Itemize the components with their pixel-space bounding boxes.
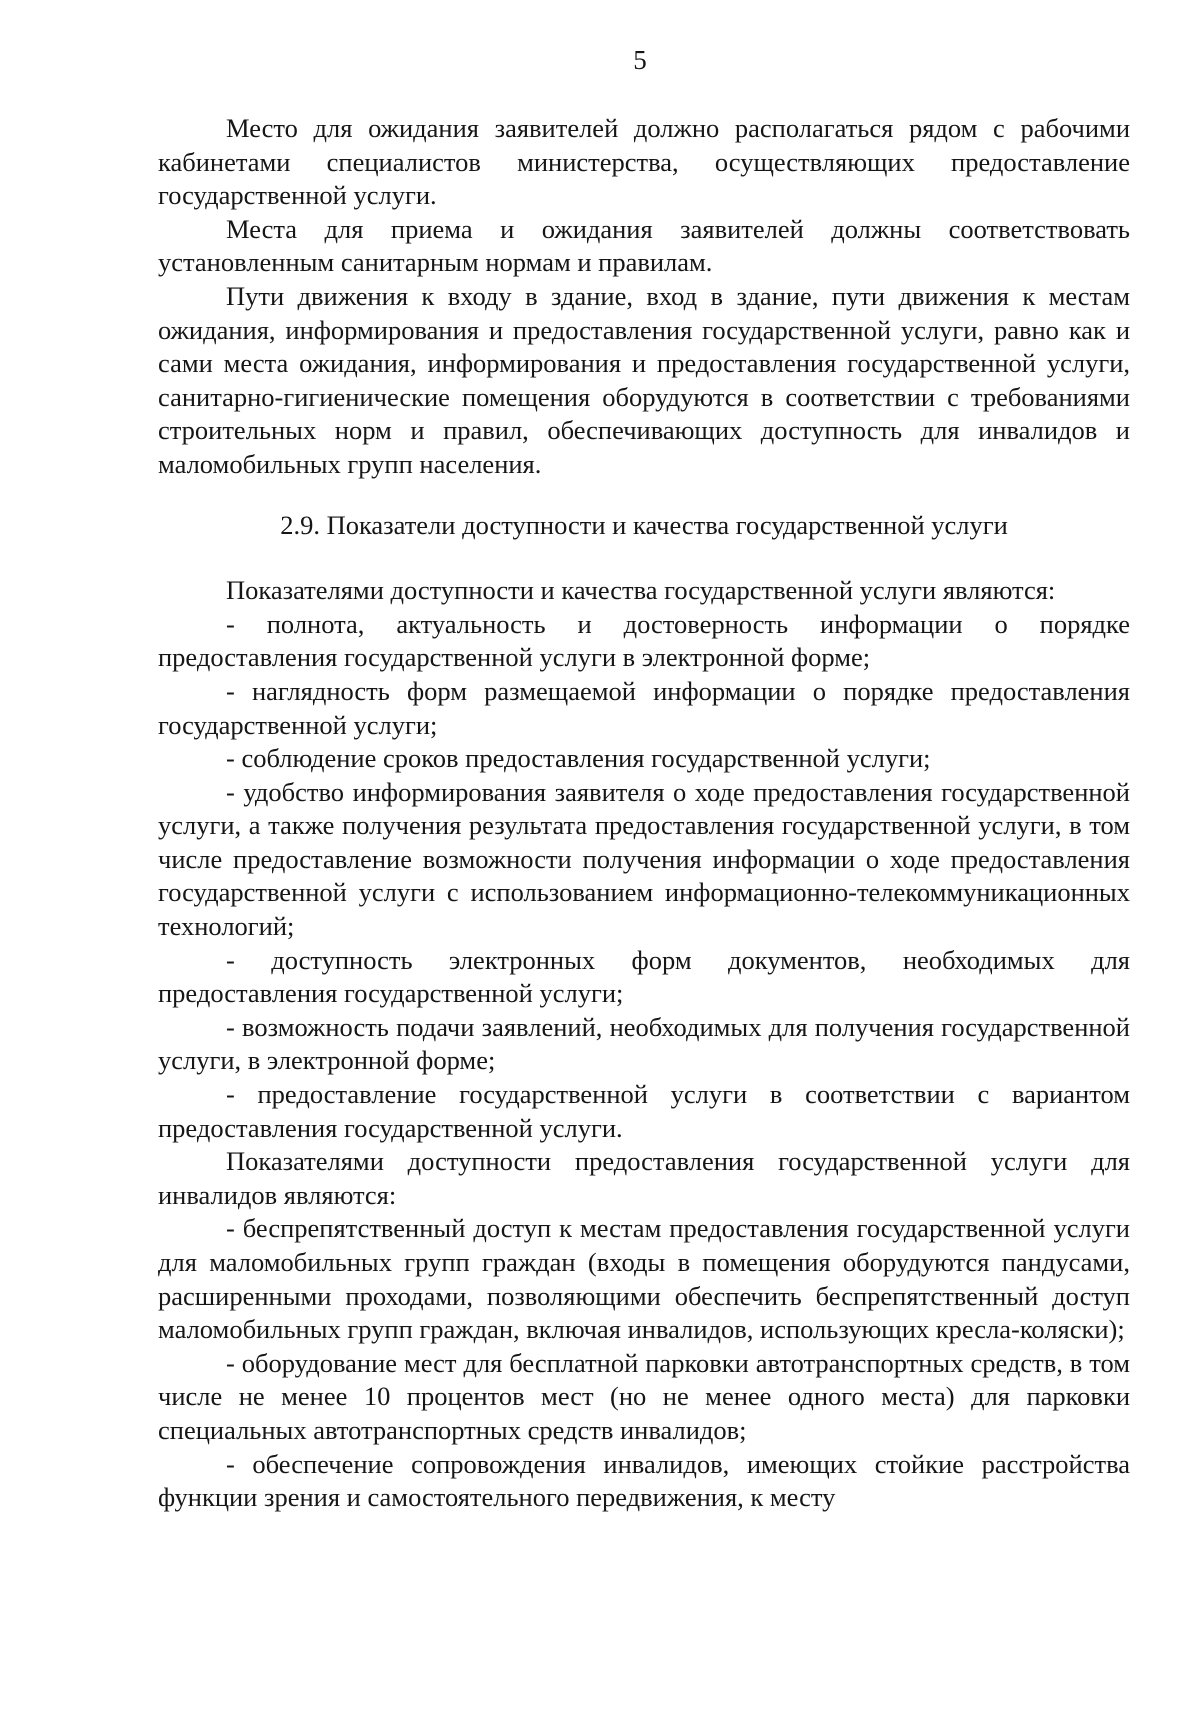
list-item-barrier-free-access: - беспрепятственный доступ к местам предоставления государственной услуги для маломобильных групп граждан (входы в помещения оборудуются пандусами, расширенными проходами, позволяющими обеспечить беспрепятственный доступ маломобильных групп граждан, включая инвалидов, использующих кресла-коляски);: [158, 1213, 1130, 1345]
paragraph-reception-places: Места для приема и ожидания заявителей должны соответствовать установленным санитарным нормам и правилам.: [158, 213, 1130, 278]
paragraph-indicators-intro: Показателями доступности и качества государственной услуги являются:: [226, 575, 1056, 606]
list-item-application-submission: - возможность подачи заявлений, необходимых для получения государственной услуги, в электронной форме;: [158, 1011, 1130, 1076]
list-item-service-variant: - предоставление государственной услуги в соответствии с вариантом предоставления государственной услуги.: [158, 1079, 1130, 1143]
list-item-deadlines: - соблюдение сроков предоставления государственной услуги;: [226, 743, 931, 774]
paragraph-disabled-indicators: Показателями доступности предоставления государственной услуги для инвалидов являются:: [158, 1146, 1130, 1210]
paragraph-access-paths: Пути движения к входу в здание, вход в здание, пути движения к местам ожидания, информирования и предоставления государственной услуги, равно как и сами места ожидания, информирования и предоставления государственной услуги, санитарно-гигиенические помещения оборудуются в соответствии с требованиями строительных норм и правил, обеспечивающих доступность для инвалидов и маломобильных групп населения.: [158, 280, 1130, 479]
list-item-parking: - оборудование мест для бесплатной парковки автотранспортных средств, в том числе не менее 10 процентов мест (но не менее одного места) для парковки специальных автотранспортных средств инвалидов;: [158, 1347, 1130, 1445]
list-item-visibility: - наглядность форм размещаемой информации о порядке предоставления государственной услуги;: [158, 675, 1130, 740]
section-heading: 2.9. Показатели доступности и качества государственной услуги: [280, 509, 1008, 540]
list-item-escort: - обеспечение сопровождения инвалидов, имеющих стойкие расстройства функции зрения и самостоятельного передвижения, к месту: [158, 1448, 1130, 1513]
list-item-informing: - удобство информирования заявителя о ходе предоставления государственной услуги, а также получения результата предоставления государственной услуги, в том числе предоставление возможности получения информации о ходе предоставления государственной услуги с использованием информационно-телекоммуникационных технологий;: [158, 776, 1130, 942]
page-number: 5: [633, 45, 647, 75]
document-body: [158, 112, 1130, 1515]
paragraph-waiting-place: Место для ожидания заявителей должно располагаться рядом с рабочими кабинетами специалистов министерства, осуществляющих предоставление государственной услуги.: [158, 113, 1130, 211]
list-item-electronic-forms: - доступность электронных форм документов, необходимых для предоставления государственной услуги;: [158, 944, 1130, 1009]
list-item-completeness: - полнота, актуальность и достоверность информации о порядке предоставления государственной услуги в электронной форме;: [158, 608, 1130, 673]
